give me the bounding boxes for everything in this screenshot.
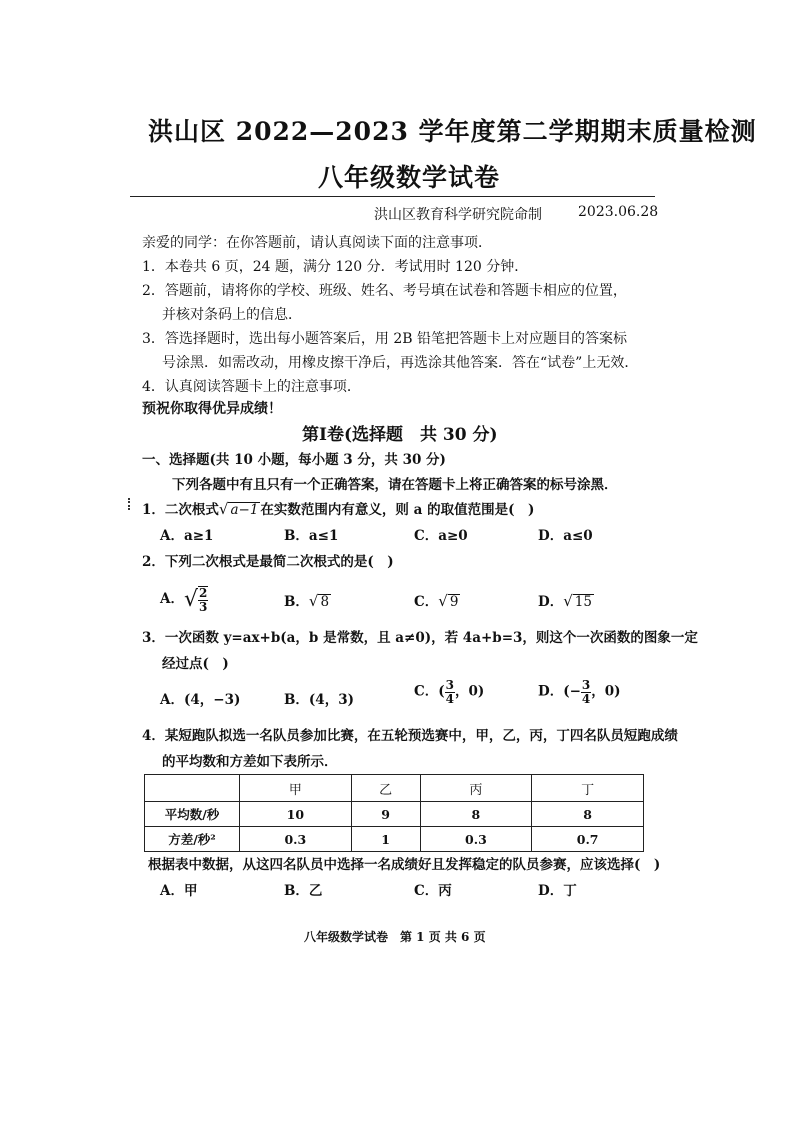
q1-option-d: D．a≤0 bbox=[538, 528, 593, 544]
table-cell: 1 bbox=[351, 827, 420, 852]
header-divider bbox=[130, 196, 655, 197]
part-heading: 一、选择题(共 10 小题，每小题 3 分，共 30 分) bbox=[142, 452, 446, 468]
radical-sign: √ bbox=[438, 592, 448, 610]
q3-d-fraction bbox=[581, 679, 591, 705]
q1-radicand: a−1 bbox=[230, 502, 259, 518]
q2-fraction-num: 2 bbox=[199, 586, 208, 600]
radical-sign: √ bbox=[218, 500, 229, 518]
question-4: 4．某短跑队拟选一名队员参加比赛，在五轮预选赛中，甲，乙，丙，丁四名队员短跑成绩 bbox=[142, 728, 678, 744]
q2-option-d bbox=[538, 590, 594, 610]
question-4-cont: 的平均数和方差如下表所示． bbox=[162, 754, 338, 770]
q1-option-b: B．a≤1 bbox=[284, 528, 339, 544]
radical-sign: √ bbox=[563, 592, 573, 610]
exam-date: 2023.06.28 bbox=[578, 204, 659, 220]
q2-label-a: A． bbox=[160, 591, 184, 608]
q1-prefix: 1．二次根式 bbox=[142, 502, 219, 518]
table-row bbox=[145, 827, 644, 852]
q2-label-d: D． bbox=[538, 594, 564, 610]
question-4-follow: 根据表中数据，从这四名队员中选择一名成绩好且发挥稳定的队员参赛，应该选择( ) bbox=[148, 857, 661, 873]
q1-suffix: 在实数范围内有意义，则 a 的取值范围是( ) bbox=[260, 502, 535, 518]
q2-b-radicand: 8 bbox=[320, 594, 330, 610]
question-3-cont: 经过点( ) bbox=[162, 656, 229, 672]
q1-option-c: C．a≥0 bbox=[414, 528, 468, 544]
table-cell: 0.7 bbox=[532, 827, 644, 852]
q3-option-b: B．(4，3) bbox=[284, 692, 354, 708]
table-cell: 0.3 bbox=[420, 827, 532, 852]
q3-d-tail: ，0) bbox=[591, 683, 621, 700]
q4-option-b: B．乙 bbox=[284, 883, 323, 899]
q3-d-den: 4 bbox=[581, 691, 591, 706]
q3-c-tail: ，0) bbox=[455, 683, 485, 700]
radical-sign: √ bbox=[183, 587, 199, 613]
table-cell: 0.3 bbox=[240, 827, 352, 852]
table-cell: 甲 bbox=[240, 775, 352, 802]
table-cell: 8 bbox=[532, 802, 644, 827]
q3-d-num: 3 bbox=[581, 678, 591, 692]
q4-option-d: D．丁 bbox=[538, 883, 577, 899]
issuer: 洪山区教育科学研究院命制 bbox=[374, 207, 542, 223]
q2-c-radicand: 9 bbox=[449, 594, 459, 610]
exam-title: 洪山区 2022—2023 学年度第二学期期末质量检测 bbox=[148, 117, 757, 146]
q2-option-b bbox=[284, 590, 331, 610]
notes-wish: 预祝你取得优异成绩！ bbox=[142, 401, 282, 417]
table-cell: 9 bbox=[351, 802, 420, 827]
table-cell: 方差/秒² bbox=[145, 827, 240, 852]
notes-greeting: 亲爱的同学：在你答题前，请认真阅读下面的注意事项． bbox=[142, 235, 492, 251]
question-1 bbox=[142, 498, 534, 518]
exam-subtitle: 八年级数学试卷 bbox=[318, 163, 501, 192]
notes-item-3: 3．答选择题时，选出每小题答案后，用 2B 铅笔把答题卡上对应题目的答案标 bbox=[142, 331, 628, 347]
table-header-row bbox=[145, 775, 644, 802]
scores-table bbox=[144, 774, 644, 852]
q3-option-a: A．(4，−3) bbox=[160, 692, 241, 708]
part-instruction: 下列各题中有且只有一个正确答案，请在答题卡上将正确答案的标号涂黑． bbox=[172, 477, 618, 493]
table-cell: 丁 bbox=[532, 775, 644, 802]
q2-d-radicand: 15 bbox=[574, 594, 592, 610]
q3-c-den: 4 bbox=[445, 691, 454, 706]
q2-fraction-den: 3 bbox=[199, 599, 208, 614]
margin-mark bbox=[128, 498, 132, 510]
table-cell: 乙 bbox=[351, 775, 420, 802]
question-2: 2．下列二次根式是最简二次根式的是( ) bbox=[142, 554, 394, 570]
table-cell: 丙 bbox=[420, 775, 532, 802]
q2-option-a bbox=[160, 586, 208, 613]
table-cell: 10 bbox=[240, 802, 352, 827]
q3-c-num: 3 bbox=[445, 678, 454, 692]
q4-option-c: C．丙 bbox=[414, 883, 452, 899]
table-cell: 平均数/秒 bbox=[145, 802, 240, 827]
q3-d-label: D．(− bbox=[538, 683, 581, 700]
q2-option-c bbox=[414, 590, 460, 610]
q2-label-b: B． bbox=[284, 594, 309, 610]
question-3: 3．一次函数 y=ax+b(a，b 是常数，且 a≠0)，若 4a+b=3，则这个一次函数的图象一定 bbox=[142, 630, 698, 646]
q4-option-a: A．甲 bbox=[160, 883, 198, 899]
page-footer: 八年级数学试卷 第 1 页 共 6 页 bbox=[304, 930, 486, 944]
q3-c-label: C．( bbox=[414, 683, 445, 700]
radical-sign: √ bbox=[308, 592, 319, 610]
notes-item-2-cont: 并核对条码上的信息． bbox=[162, 307, 302, 323]
q3-c-fraction bbox=[445, 679, 455, 705]
notes-item-2: 2．答题前，请将你的学校、班级、姓名、考号填在试卷和答题卡相应的位置， bbox=[142, 283, 627, 299]
notes-item-1: 1．本卷共 6 页，24 题，满分 120 分．考试用时 120 分钟． bbox=[142, 259, 529, 275]
notes-item-3-cont: 号涂黑．如需改动，用橡皮擦干净后，再选涂其他答案．答在“试卷”上无效． bbox=[162, 355, 639, 371]
q3-option-c bbox=[414, 679, 484, 705]
q1-option-a: A．a≥1 bbox=[160, 528, 214, 544]
q3-option-d bbox=[538, 679, 621, 705]
q2-fraction bbox=[198, 586, 208, 613]
notes-item-4: 4．认真阅读答题卡上的注意事项． bbox=[142, 379, 361, 395]
section-title: 第Ⅰ卷(选择题 共 30 分) bbox=[302, 425, 498, 445]
q2-label-c: C． bbox=[414, 594, 439, 610]
table-cell: 8 bbox=[420, 802, 532, 827]
table-cell bbox=[145, 775, 240, 802]
table-row bbox=[145, 802, 644, 827]
